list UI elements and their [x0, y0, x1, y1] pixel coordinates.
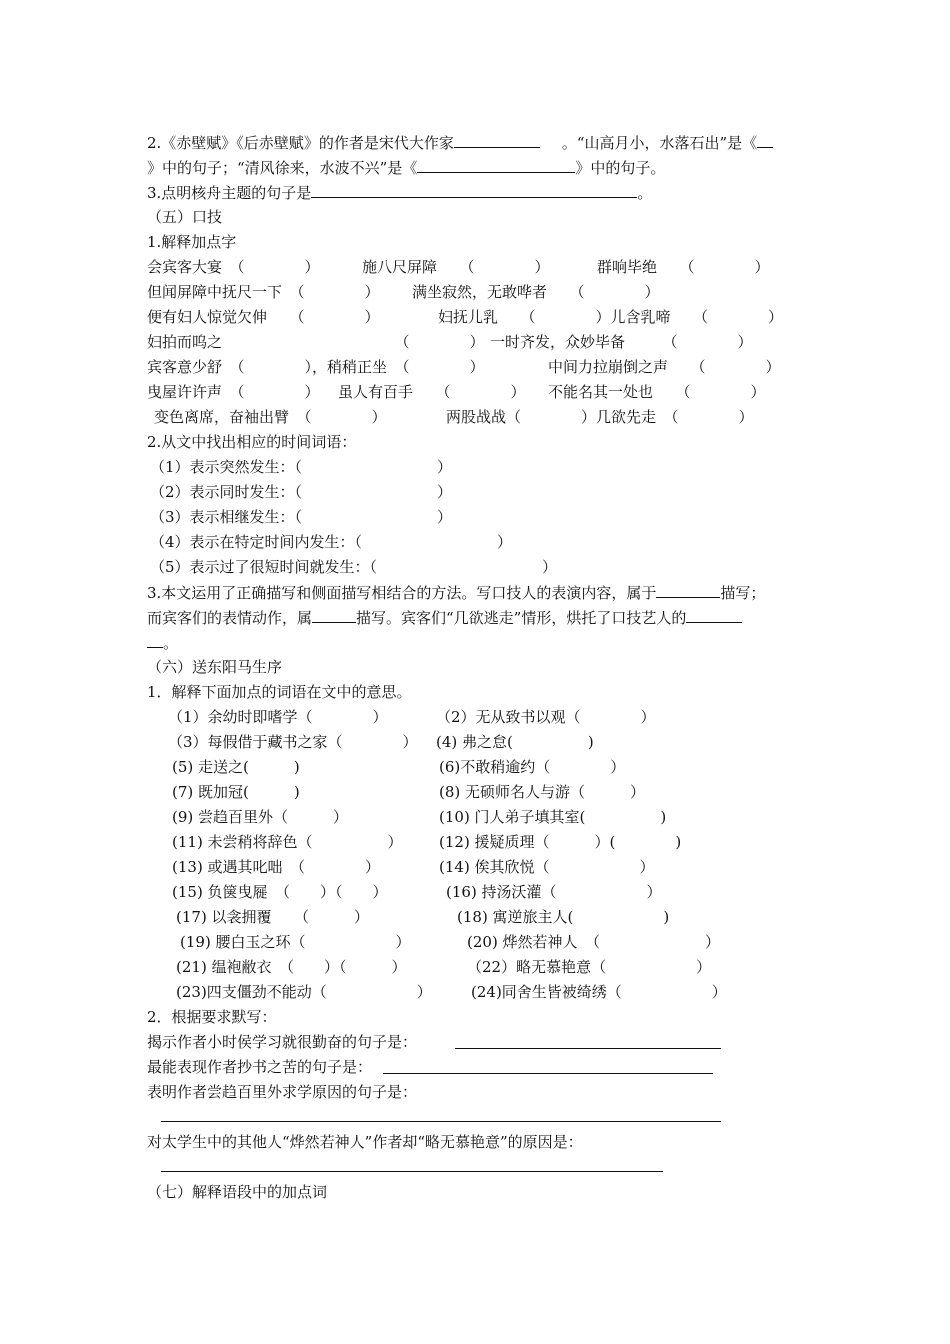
sec4-q2-text-b: 。“山高月小，水落石出”是《	[561, 134, 758, 152]
sec6-item-18: (18) 寓逆旅主人( )	[457, 908, 670, 926]
sec5-time-2: （2）表示同时发生：（ ）	[150, 483, 453, 501]
answer-line[interactable]	[161, 1121, 721, 1122]
sec5-row-6a: 曳屋许许声 （ ）	[147, 383, 320, 401]
sec5-time-3: （3）表示相继发生：（ ）	[150, 508, 453, 526]
sec6-item-1: （1）余幼时即嗜学（ ）	[168, 708, 388, 726]
sec5-row-2a: 但闻屏障中抚尺一下 （ ）	[147, 283, 380, 301]
sec5-row-1c: 群响毕绝 （ ）	[597, 258, 770, 276]
sec5-row-1a: 会宾客大宴 （ ）	[147, 258, 320, 276]
sec6-item-15: (15) 负箧曳屣 （ ）（ ）	[172, 883, 388, 901]
sec6-item-17: (17) 以衾拥覆 （ ）	[176, 908, 370, 926]
sec6-m3: 表明作者尝趋百里外求学原因的句子是：	[147, 1083, 418, 1101]
sec6-q2: 2．根据要求默写：	[147, 1008, 277, 1026]
sec5-q2: 2.从文中找出相应的时间词语：	[147, 433, 357, 451]
sec6-item-10: (10) 门人弟子填其室( )	[439, 808, 667, 826]
sec5-row-6c: 不能名其一处也 （ ）	[548, 383, 766, 401]
sec5-row-7b: 两股战战（ ）几欲先走 （ ）	[446, 408, 754, 426]
sec6-item-2: （2）无从致书以观（ ）	[436, 708, 656, 726]
sec6-item-19: (19) 腰白玉之环（ ）	[180, 933, 411, 951]
sec5-row-7a: 变色离席，奋袖出臂 （ ）	[154, 408, 387, 426]
answer-line[interactable]	[455, 1048, 721, 1049]
sec6-item-4: (4) 弗之怠( )	[436, 733, 594, 751]
sec6-item-14: (14) 俟其欣悦（ ）	[439, 858, 655, 876]
sec5-row-3a: 便有妇人惊觉欠伸 （ ）	[147, 308, 380, 326]
sec6-item-24: (24)同舍生皆被绮绣（ ）	[471, 983, 727, 1001]
answer-blank[interactable]	[656, 581, 720, 598]
sec5-row-4a: 妇拍而呜之 （ ）	[147, 333, 485, 351]
sec5-row-1b: 施八尺屏障 （ ）	[362, 258, 550, 276]
answer-blank[interactable]	[757, 131, 773, 148]
sec6-item-3: （3）每假借于藏书之家（ ）	[168, 733, 418, 751]
sec5-q3-line1: 3.本文运用了正确描写和侧面描写相结合的方法。写口技人的表演内容，属于 描写；	[147, 581, 765, 603]
sec6-item-5: (5) 走送之( )	[172, 758, 300, 776]
sec6-title: （六）送东阳马生序	[147, 658, 283, 676]
sec6-item-13: (13) 或遇其叱咄 （ ）	[172, 858, 381, 876]
sec5-time-1: （1）表示突然发生：（ ）	[150, 458, 453, 476]
sec4-q2-text-c: 》中的句子；“清风徐来，水波不兴”是《	[147, 159, 418, 177]
answer-line[interactable]	[383, 1073, 713, 1074]
sec6-item-23: (23)四支僵劲不能动（ ）	[176, 983, 432, 1001]
sec5-q3-line3: 。	[147, 631, 178, 653]
answer-blank[interactable]	[417, 156, 575, 173]
sec5-row-5b: 中间力拉崩倒之声 （ ）	[548, 358, 781, 376]
answer-blank[interactable]	[147, 631, 163, 648]
sec6-item-21: (21) 缊袍敝衣 （ ）（ ）	[176, 958, 407, 976]
sec6-item-6: (6)不敢稍逾约（ ）	[439, 758, 626, 776]
sec4-q2-text-a: 2.《赤壁赋》《后赤壁赋》的作者是宋代大作家	[147, 134, 454, 152]
sec6-m1: 揭示作者小时侯学习就很勤奋的句子是：	[147, 1033, 418, 1051]
sec5-row-2b: 满坐寂然，无敢哗者 （ ）	[412, 283, 660, 301]
sec5-q3-line2: 而宾客们的表情动作，属 描写。宾客们“几欲逃走”情形，烘托了口技艺人的	[147, 606, 742, 628]
sec6-q1: 1．解释下面加点的词语在文中的意思。	[147, 683, 412, 701]
answer-blank[interactable]	[686, 606, 742, 623]
sec6-item-11: (11) 未尝稍将辞色（ ）	[172, 833, 403, 851]
sec4-q3-text: 3.点明核舟主题的句子是	[147, 184, 312, 202]
sec6-m2: 最能表现作者抄书之苦的句子是：	[147, 1058, 373, 1076]
sec6-item-22: （22）略无慕艳意（ ）	[467, 958, 712, 976]
sec5-row-5a: 宾客意少舒 （ ），稍稍正坐 （ ）	[147, 358, 485, 376]
sec6-item-20: (20) 烨然若神人 （ ）	[467, 933, 721, 951]
sec4-q3: 3.点明核舟主题的句子是 。	[147, 181, 652, 203]
sec5-q1: 1.解释加点字	[147, 233, 237, 251]
sec6-m4: 对太学生中的其他人“烨然若神人”作者却“略无慕艳意”的原因是：	[147, 1133, 583, 1151]
answer-blank[interactable]	[312, 606, 356, 623]
sec6-item-9: (9) 尝趋百里外（ ）	[172, 808, 349, 826]
sec4-q2-line2	[147, 156, 665, 178]
sec5-time-4: （4）表示在特定时间内发生：（ ）	[150, 533, 513, 551]
answer-line[interactable]	[161, 1171, 663, 1172]
sec5-time-5: （5）表示过了很短时间就发生：（ ）	[150, 558, 558, 576]
sec5-row-6b: 虽人有百手 （ ）	[338, 383, 526, 401]
sec5-row-4b: 一时齐发，众妙毕备 （ ）	[490, 333, 753, 351]
sec5-row-3b: 妇抚儿乳 （ ）儿含乳啼 （ ）	[438, 308, 784, 326]
sec7-title: （七）解释语段中的加点词	[147, 1183, 328, 1201]
answer-blank[interactable]	[311, 181, 637, 198]
sec6-item-7: (7) 既加冠( )	[172, 783, 300, 801]
sec6-item-8: (8) 无硕师名人与游（ ）	[439, 783, 646, 801]
answer-blank[interactable]	[454, 131, 540, 148]
sec5-title: （五）口技	[147, 208, 223, 226]
sec4-q2-line1	[147, 131, 773, 153]
sec4-q2-text-d: 》中的句子。	[575, 159, 666, 177]
sec6-item-12: (12) 援疑质理（ ）( )	[439, 833, 682, 851]
sec6-item-16: (16) 持汤沃灌（ ）	[446, 883, 662, 901]
